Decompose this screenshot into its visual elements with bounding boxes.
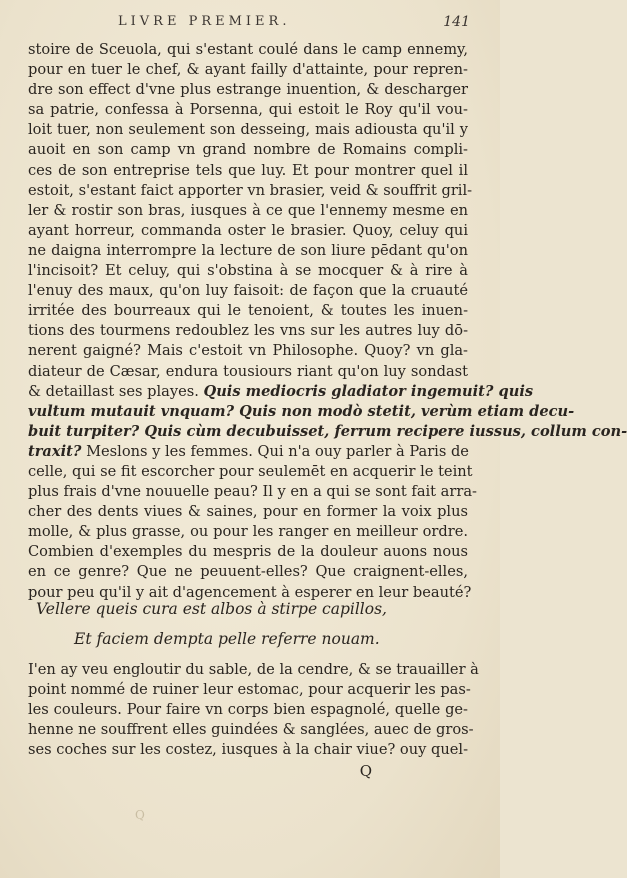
text-line: irritée des bourreaux qui le tenoient, & toutes les inuen- — [28, 302, 468, 320]
text-line: ayant horreur, commanda oster le brasier. Quoy, celuy qui — [28, 221, 468, 239]
text-line: l'enuy des maux, qu'on luy faisoit: de façon que la cruauté — [28, 282, 468, 300]
text-line: les couleurs. Pour faire vn corps bien espagnolé, quelle ge- — [28, 701, 468, 719]
text-line: auoit en son camp vn grand nombre de Romains compli- — [28, 141, 468, 159]
text-line: plus frais d'vne nouuelle peau? Il y en a qui se sont fait arra- — [28, 483, 477, 501]
text-line: ses coches sur les costez, iusques à la chair viue? ouy quel- — [28, 741, 468, 759]
text-line: pour en tuer le chef, & ayant failly d'attainte, pour repren- — [28, 61, 468, 79]
text-line: nerent gaigné? Mais c'estoit vn Philosophe. Quoy? vn gla- — [28, 342, 468, 360]
latin-quote-line: buit turpiter? Quis cùm decubuisset, ferrum recipere iussus, collum con- — [28, 422, 627, 440]
text-line: en ce genre? Que ne peuuent-elles? Que craignent-elles, — [28, 563, 468, 581]
signature-mark: Q — [135, 808, 147, 822]
catchword: Q — [359, 762, 372, 780]
text-line: ces de son entreprise tels que luy. Et pour montrer quel il — [28, 161, 468, 179]
text-line: diateur de Cæsar, endura tousiours riant qu'on luy sondast — [28, 362, 468, 380]
text-line-mixed — [28, 442, 468, 462]
latin-quote-line: vultum mutauit vnquam? Quis non modò stetit, verùm etiam decu- — [28, 402, 575, 420]
page-number: 141 — [443, 14, 470, 30]
text-line: ne daigna interrompre la lecture de son liure pēdant qu'on — [28, 241, 468, 259]
text-line: point nommé de ruiner leur estomac, pour acquerir les pas- — [28, 681, 471, 699]
body-text — [28, 40, 627, 603]
text-line: tions des tourmens redoublez les vns sur les autres luy dō- — [28, 322, 468, 340]
running-title: LIVRE PREMIER. — [118, 14, 291, 29]
latin-quote: traxit? — [28, 442, 82, 460]
text-fragment: & detaillast ses playes. — [28, 382, 199, 400]
text-line: I'en ay veu engloutir du sable, de la cendre, & se trauailler à — [28, 661, 479, 678]
text-line: l'incisoit? Et celuy, qui s'obstina à se mocquer & à rire à — [28, 262, 468, 280]
text-line: dre son effect d'vne plus estrange inuention, & descharger — [28, 81, 468, 99]
latin-quote: Quis mediocris gladiator ingemuit? quis — [203, 382, 534, 400]
body-text-continued — [28, 660, 479, 760]
text-line: ler & rostir son bras, iusques à ce que l'ennemy mesme en — [28, 201, 468, 219]
verse-line: Et faciem dempta pelle referre nouam. — [74, 630, 380, 648]
text-line: loit tuer, non seulement son desseing, mais adiousta qu'il y — [28, 121, 468, 139]
latin-verse — [0, 594, 500, 654]
text-line: henne ne souffrent elles guindées & sanglées, auec de gros- — [28, 721, 474, 739]
text-line: estoit, s'estant faict apporter vn brasier, veid & souffrit gril- — [28, 181, 473, 199]
text-line-mixed — [28, 382, 534, 402]
text-fragment: Meslons y les femmes. Qui n'a ouy parler à Paris de — [81, 442, 469, 460]
verse-line: Vellere queis cura est albos à stirpe capillos, — [36, 600, 387, 618]
text-line: pour peu qu'il y ait d'agencement à esperer en leur beauté? — [28, 583, 472, 601]
text-line: molle, & plus grasse, ou pour les ranger en meilleur ordre. — [28, 523, 468, 541]
text-line: cher des dents viues & saines, pour en former la voix plus — [28, 503, 468, 521]
text-line: celle, qui se fit escorcher pour seulemēt en acquerir le teint — [28, 462, 473, 480]
text-line: sa patrie, confessa à Porsenna, qui estoit le Roy qu'il vou- — [28, 101, 468, 119]
text-line: stoire de Sceuola, qui s'estant coulé dans le camp ennemy, — [28, 41, 468, 58]
text-line: Combien d'exemples du mespris de la douleur auons nous — [28, 543, 468, 561]
